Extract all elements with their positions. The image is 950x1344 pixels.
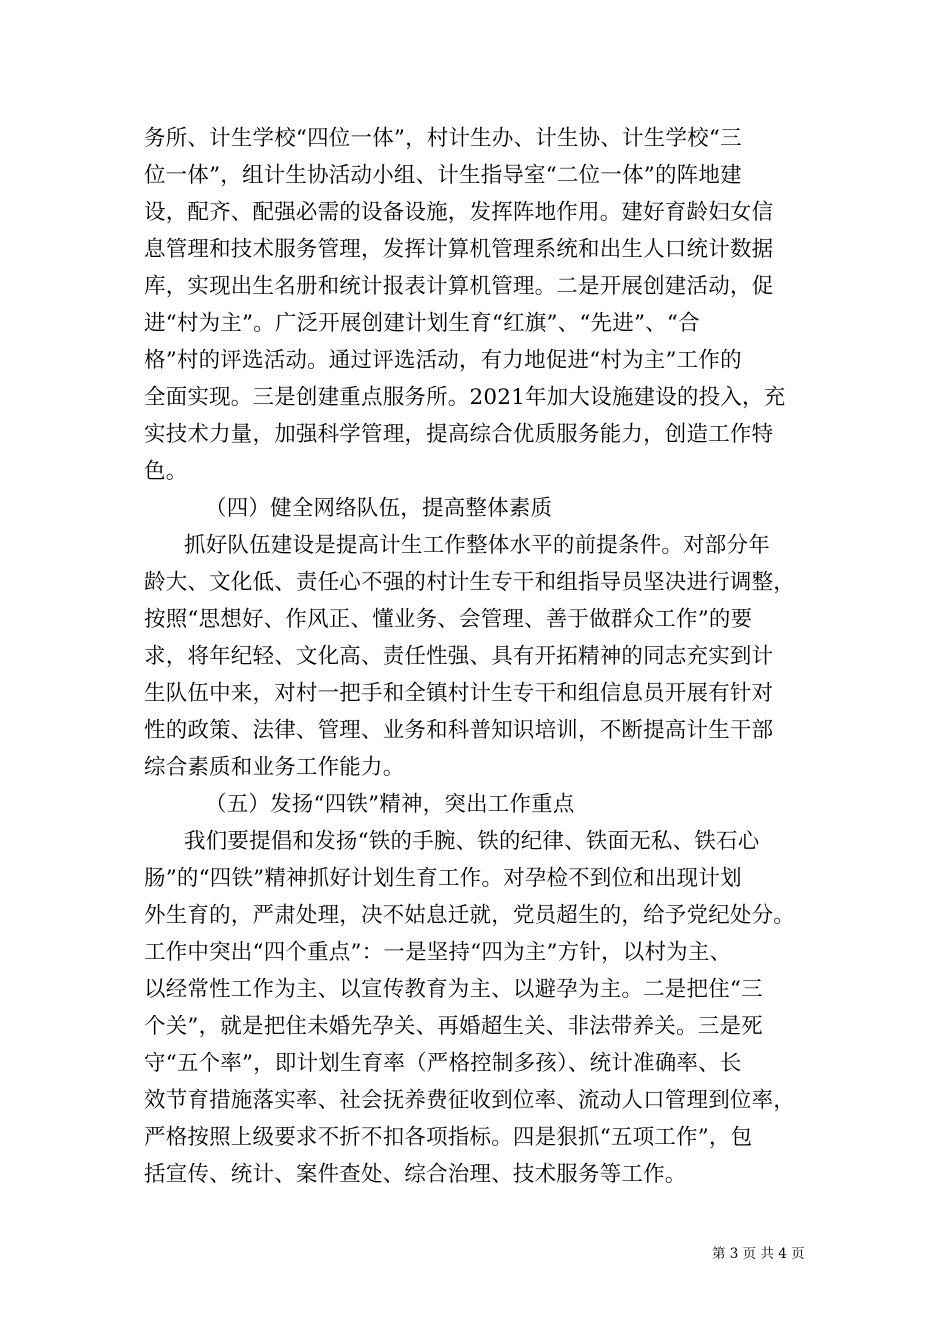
- section-heading: （四）健全网络队伍，提高整体素质: [205, 496, 553, 521]
- text-line: 工作中突出“四个重点”：一是坚持“四为主”方针，以村为主、: [144, 940, 732, 965]
- text-line: 格”村的评选活动。通过评选活动，有力地促进“村为主”工作的: [144, 348, 742, 373]
- text-line: 求，将年纪轻、文化高、责任性强、具有开拓精神的同志充实到计: [144, 644, 774, 669]
- text-line: 龄大、文化低、责任心不强的村计生专干和组指导员坚决进行调整，: [144, 570, 796, 595]
- text-line: 位一体”，组计生协活动小组、计生指导室“二位一体”的阵地建: [144, 163, 742, 188]
- text-line: 生队伍中来，对村一把手和全镇村计生专干和组信息员开展有针对: [144, 681, 774, 706]
- text-line: 进“村为主”。广泛开展创建计划生育“红旗”、“先进”、“合: [144, 311, 700, 336]
- text-line: 个关”，就是把住未婚先孕关、再婚超生关、非法带养关。三是死: [144, 1014, 763, 1039]
- text-line: 以经常性工作为主、以宣传教育为主、以避孕为主。二是把住“三: [144, 977, 763, 1002]
- text-line: 综合素质和业务工作能力。: [144, 755, 405, 780]
- text-line: 实技术力量，加强科学管理，提高综合优质服务能力，创造工作特: [144, 422, 774, 447]
- text-line: 设，配齐、配强必需的设备设施，发挥阵地作用。建好育龄妇女信: [144, 200, 774, 225]
- text-line: 全面实现。三是创建重点服务所。2021年加大设施建设的投入，充: [144, 385, 786, 410]
- text-line: 括宣传、统计、案件查处、综合治理、技术服务等工作。: [144, 1162, 687, 1187]
- text-line: 抓好队伍建设是提高计生工作整体水平的前提条件。对部分年: [184, 533, 770, 558]
- text-line: 守“五个率”，即计划生育率（严格控制多孩）、统计准确率、长: [144, 1051, 742, 1076]
- section-heading: （五）发扬“四铁”精神，突出工作重点: [205, 792, 575, 817]
- text-line: 息管理和技术服务管理，发挥计算机管理系统和出生人口统计数据: [144, 237, 774, 262]
- text-line: 肠”的“四铁”精神抓好计划生育工作。对孕检不到位和出现计划: [144, 866, 742, 891]
- text-line: 按照“思想好、作风正、懂业务、会管理、善于做群众工作”的要: [144, 607, 753, 632]
- text-line: 严格按照上级要求不折不扣各项指标。四是狠抓“五项工作”，包: [144, 1125, 753, 1150]
- text-line: 我们要提倡和发扬“铁的手腕、铁的纪律、铁面无私、铁石心: [184, 829, 760, 854]
- page-footer: 第 3 页 共 4 页: [712, 1246, 805, 1262]
- text-line: 外生育的，严肃处理，决不姑息迁就，党员超生的，给予党纪处分。: [144, 903, 796, 928]
- text-line: 效节育措施落实率、社会抚养费征收到位率、流动人口管理到位率，: [144, 1088, 796, 1113]
- text-line: 性的政策、法律、管理、业务和科普知识培训，不断提高计生干部: [144, 718, 774, 743]
- text-line: 务所、计生学校“四位一体”，村计生办、计生协、计生学校“三: [144, 126, 742, 151]
- text-line: 色。: [144, 459, 188, 484]
- text-line: 库，实现出生名册和统计报表计算机管理。二是开展创建活动，促: [144, 274, 774, 299]
